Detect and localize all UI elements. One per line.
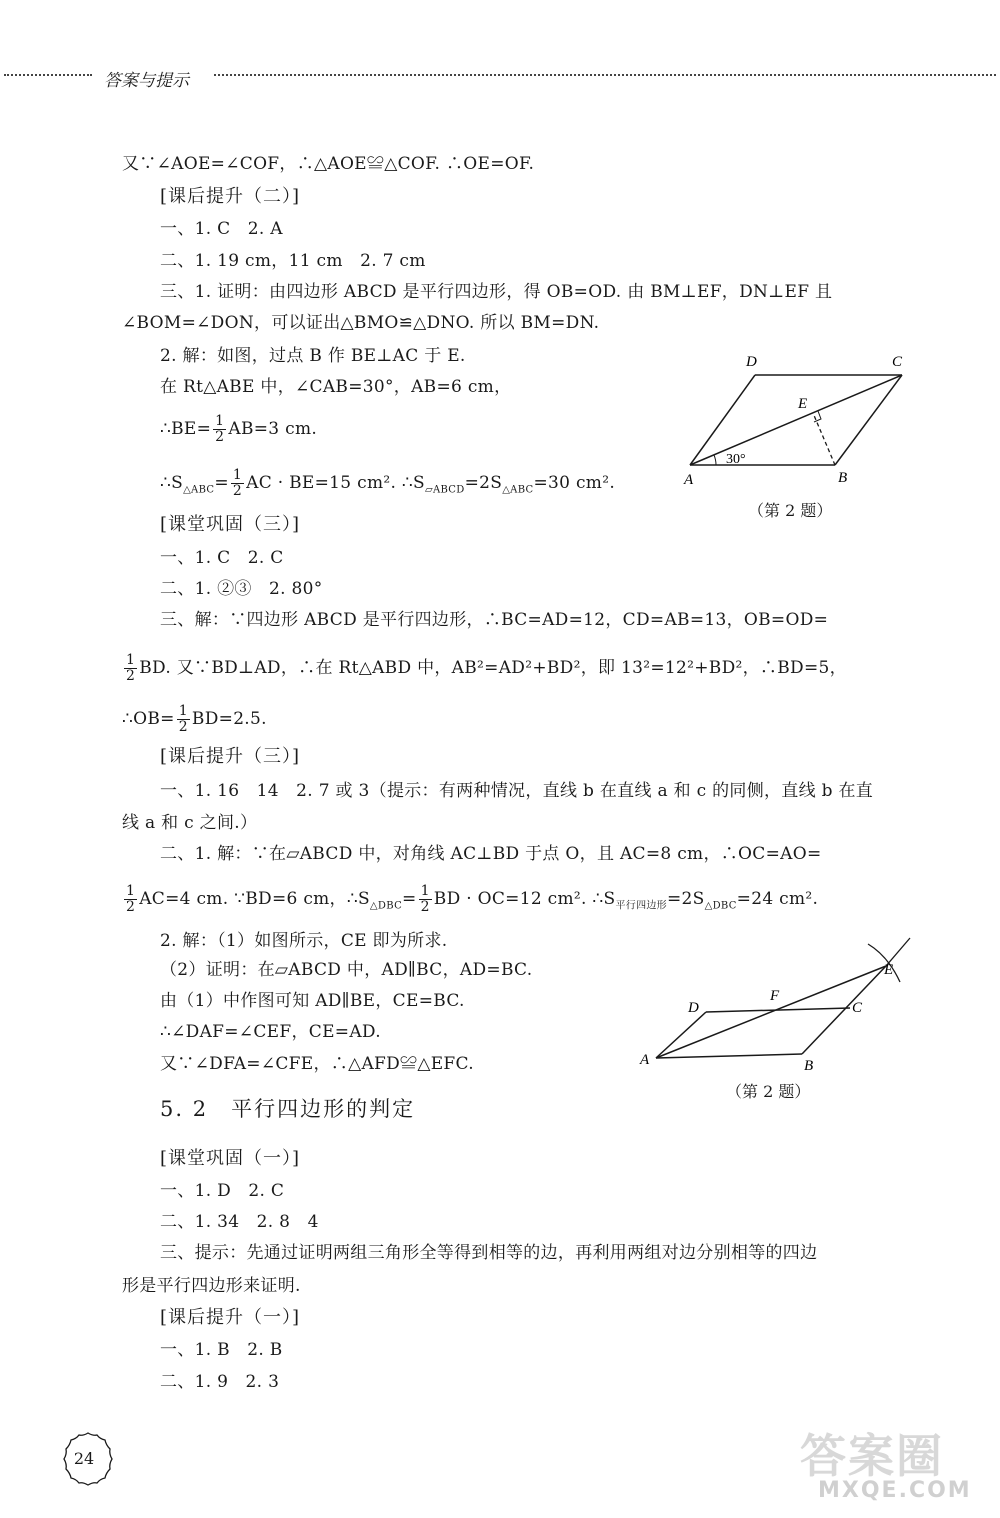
vertex-label-f: F <box>770 988 780 1004</box>
fraction-half: $\frac{1}{2}$ <box>215 413 225 445</box>
text-line: 二、1. 19 cm，11 cm 2. 7 cm <box>160 251 426 271</box>
text-line: ∴∠DAF=∠CEF，CE=AD. <box>160 1022 381 1042</box>
text-line: （2）证明：在▱ABCD 中，AD∥BC，AD=BC. <box>160 960 533 980</box>
text-line: 三、提示：先通过证明两组三角形全等得到相等的边，再利用两组对边分别相等的四边 <box>160 1243 818 1263</box>
section-heading: [课后提升（三）] <box>160 746 301 767</box>
text-line: 一、1. D 2. C <box>160 1181 285 1201</box>
vertex-label-c: C <box>852 1000 863 1016</box>
parallelogram-figure-1 <box>680 350 920 490</box>
text-line: 形是平行四边形来证明. <box>122 1276 301 1296</box>
text-line: 2. 解：（1）如图所示，CE 即为所求. <box>160 931 448 951</box>
watermark-logo <box>800 1420 990 1510</box>
text-line: 三、解：∵四边形 ABCD 是平行四边形，∴BC=AD=12，CD=AB=13，OB=OD= <box>160 610 829 630</box>
text-line: 在 Rt△ABE 中，∠CAB=30°，AB=6 cm， <box>160 377 512 397</box>
text-line: 又∵∠DFA=∠CFE，∴△AFD≌△EFC. <box>160 1054 474 1074</box>
vertex-label-e: E <box>884 962 894 978</box>
equation-q3-line3: ∴OB= $\frac{1}{2}$ BD=2.5. <box>122 703 267 735</box>
text-line: 二、1. 解：∵在▱ABCD 中，对角线 AC⊥BD 于点 O，且 AC=8 cm，∴OC=AO= <box>160 844 822 864</box>
section-heading: [课后提升（一）] <box>160 1307 301 1328</box>
vertex-label-e: E <box>798 396 808 412</box>
equation-text: ∴BE= <box>160 419 212 439</box>
header-dotted-rule-left <box>4 74 92 76</box>
text-line: 一、1. C 2. A <box>160 219 283 239</box>
section-title: 5. 2 平行四边形的判定 <box>160 1097 416 1121</box>
text-line: 一、1. B 2. B <box>160 1340 283 1360</box>
text-line: ∠BOM=∠DON，可以证出△BMO≌△DNO. 所以 BM=DN. <box>122 313 600 333</box>
text-line: 2. 解：如图，过点 B 作 BE⊥AC 于 E. <box>160 346 466 366</box>
watermark-text: 答案圈 <box>800 1429 944 1483</box>
watermark-url: MXQE.COM <box>818 1478 972 1503</box>
parallelogram-figure-2 <box>630 930 930 1075</box>
vertex-label-a: A <box>684 472 694 488</box>
vertex-label-d: D <box>746 354 757 370</box>
text-line: 又∵∠AOE=∠COF，∴△AOE≌△COF. ∴OE=OF. <box>122 154 535 174</box>
header-label: 答案与提示 <box>104 71 189 91</box>
fraction-half: $\frac{1}{2}$ <box>178 703 188 735</box>
figure-2-caption: （第 2 题） <box>726 1082 811 1101</box>
section-heading: [课堂巩固（一）] <box>160 1148 301 1169</box>
section-heading: [课后提升（二）] <box>160 186 301 207</box>
header-dotted-rule-right <box>214 74 996 76</box>
vertex-label-b: B <box>804 1058 814 1074</box>
text-line: 二、1. 34 2. 8 4 <box>160 1212 319 1232</box>
vertex-label-a: A <box>640 1052 650 1068</box>
fraction-half: $\frac{1}{2}$ <box>232 467 243 499</box>
fraction-half: $\frac{1}{2}$ <box>126 652 136 684</box>
text-line: 由（1）中作图可知 AD∥BE，CE=BC. <box>160 991 465 1011</box>
text-line: 二、1. 9 2. 3 <box>160 1372 280 1392</box>
text-line: 一、1. 16 14 2. 7 或 3（提示：有两种情况，直线 b 在直线 a 和 c 的同侧，直线 b 在直 <box>160 781 874 801</box>
text-line: 线 a 和 c 之间.） <box>122 813 258 833</box>
figure-1-caption: （第 2 题） <box>748 501 833 520</box>
section-heading: [课堂巩固（三）] <box>160 514 301 535</box>
page-number: 24 <box>73 1449 95 1468</box>
equation-q3-line2: $\frac{1}{2}$ BD. 又∵BD⊥AD，∴在 Rt△ABD 中，AB²=AD²+BD²，即 13²=12²+BD²，∴BD=5， <box>126 652 847 684</box>
fraction-half: $\frac{1}{2}$ <box>420 883 430 915</box>
vertex-label-b: B <box>838 470 848 486</box>
fraction-half: $\frac{1}{2}$ <box>126 883 136 915</box>
text-line: 三、1. 证明：由四边形 ABCD 是平行四边形，得 OB=OD. 由 BM⊥EF，DN⊥EF 且 <box>160 282 833 302</box>
text-line: 一、1. C 2. C <box>160 548 284 568</box>
text-line: 二、1. ②③ 2. 80° <box>160 579 323 599</box>
angle-label: 30° <box>726 452 746 467</box>
equation-text: AB=3 cm. <box>228 419 318 439</box>
equation-be <box>160 414 317 445</box>
equation-p3-line2: $\frac{1}{2}$ AC=4 cm. ∵BD=6 cm，$\therefore S_{\triangle DBC}=$ $\frac{1}{2}$ BD · OC=12 cm². $\therefore S_{平行四边形}=2S_{\triangle DBC}=24$ cm². <box>126 883 819 915</box>
equation-area: $\therefore S_{\triangle ABC}=$ $\frac{1}{2}$ AC · BE=15 cm². $\therefore S_{▱ABCD}=2S_{\triangle ABC}=30$ cm². <box>160 467 616 499</box>
vertex-label-d: D <box>688 1000 699 1016</box>
vertex-label-c: C <box>892 354 903 370</box>
